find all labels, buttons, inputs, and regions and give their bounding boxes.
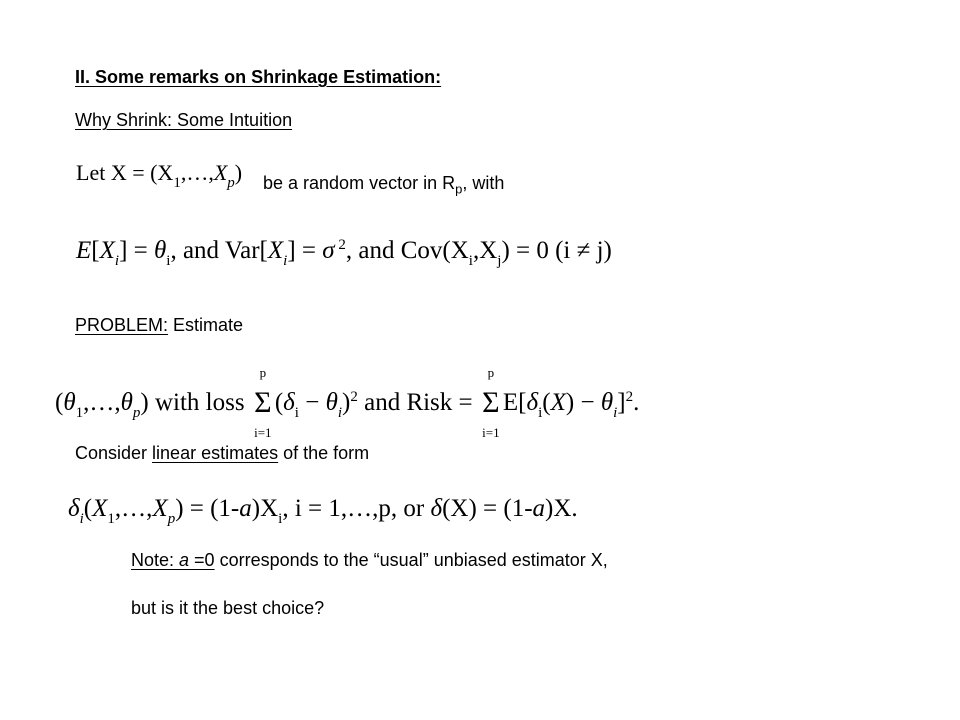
subheading: Why Shrink: Some Intuition <box>75 110 293 130</box>
problem-label: PROBLEM: <box>75 315 169 335</box>
section-title: II. Some remarks on Shrinkage Estimation: <box>75 67 442 87</box>
let-line-text: be a random vector in $R_p$, with <box>263 173 505 197</box>
moments-formula: $E[X_i] = \theta_i$, and $Var[X_i] = \sigma$ $^2$, and $Cov(X_i,X_j) = 0$ (i ≠ j) <box>76 237 612 269</box>
note-line: Note: a =0 corresponds to the “usual” unbiased estimator X, <box>131 550 608 570</box>
note-label: Note: a =0 <box>131 550 215 570</box>
summation-symbol: p Σ i=1 <box>482 365 500 441</box>
let-x-formula: Let $X = (X_1,\dots,X_p)$ <box>76 160 243 191</box>
loss-risk-formula: $(\theta_1,\dots,\theta_p)$ with loss p Σ i=1 $(\delta_i - \theta_i)^2$ and Risk = p Σ i=1 $E[\delta_i(X) - \theta_i]^2$. <box>55 365 640 441</box>
linear-estimates-term: linear estimates <box>152 443 279 463</box>
problem-line: PROBLEM: Estimate <box>75 315 244 335</box>
rp-subscript: p <box>455 181 463 197</box>
consider-line: Consider linear estimates of the form <box>75 443 370 463</box>
estimator-formula: $\delta_i(X_1,\dots,X_p) = (1-a)X_i$, i = 1,…,p, or δ(X) = (1-a)X. <box>68 495 578 527</box>
question-line: but is it the best choice? <box>131 598 325 618</box>
summation-symbol: p Σ i=1 <box>254 365 272 441</box>
